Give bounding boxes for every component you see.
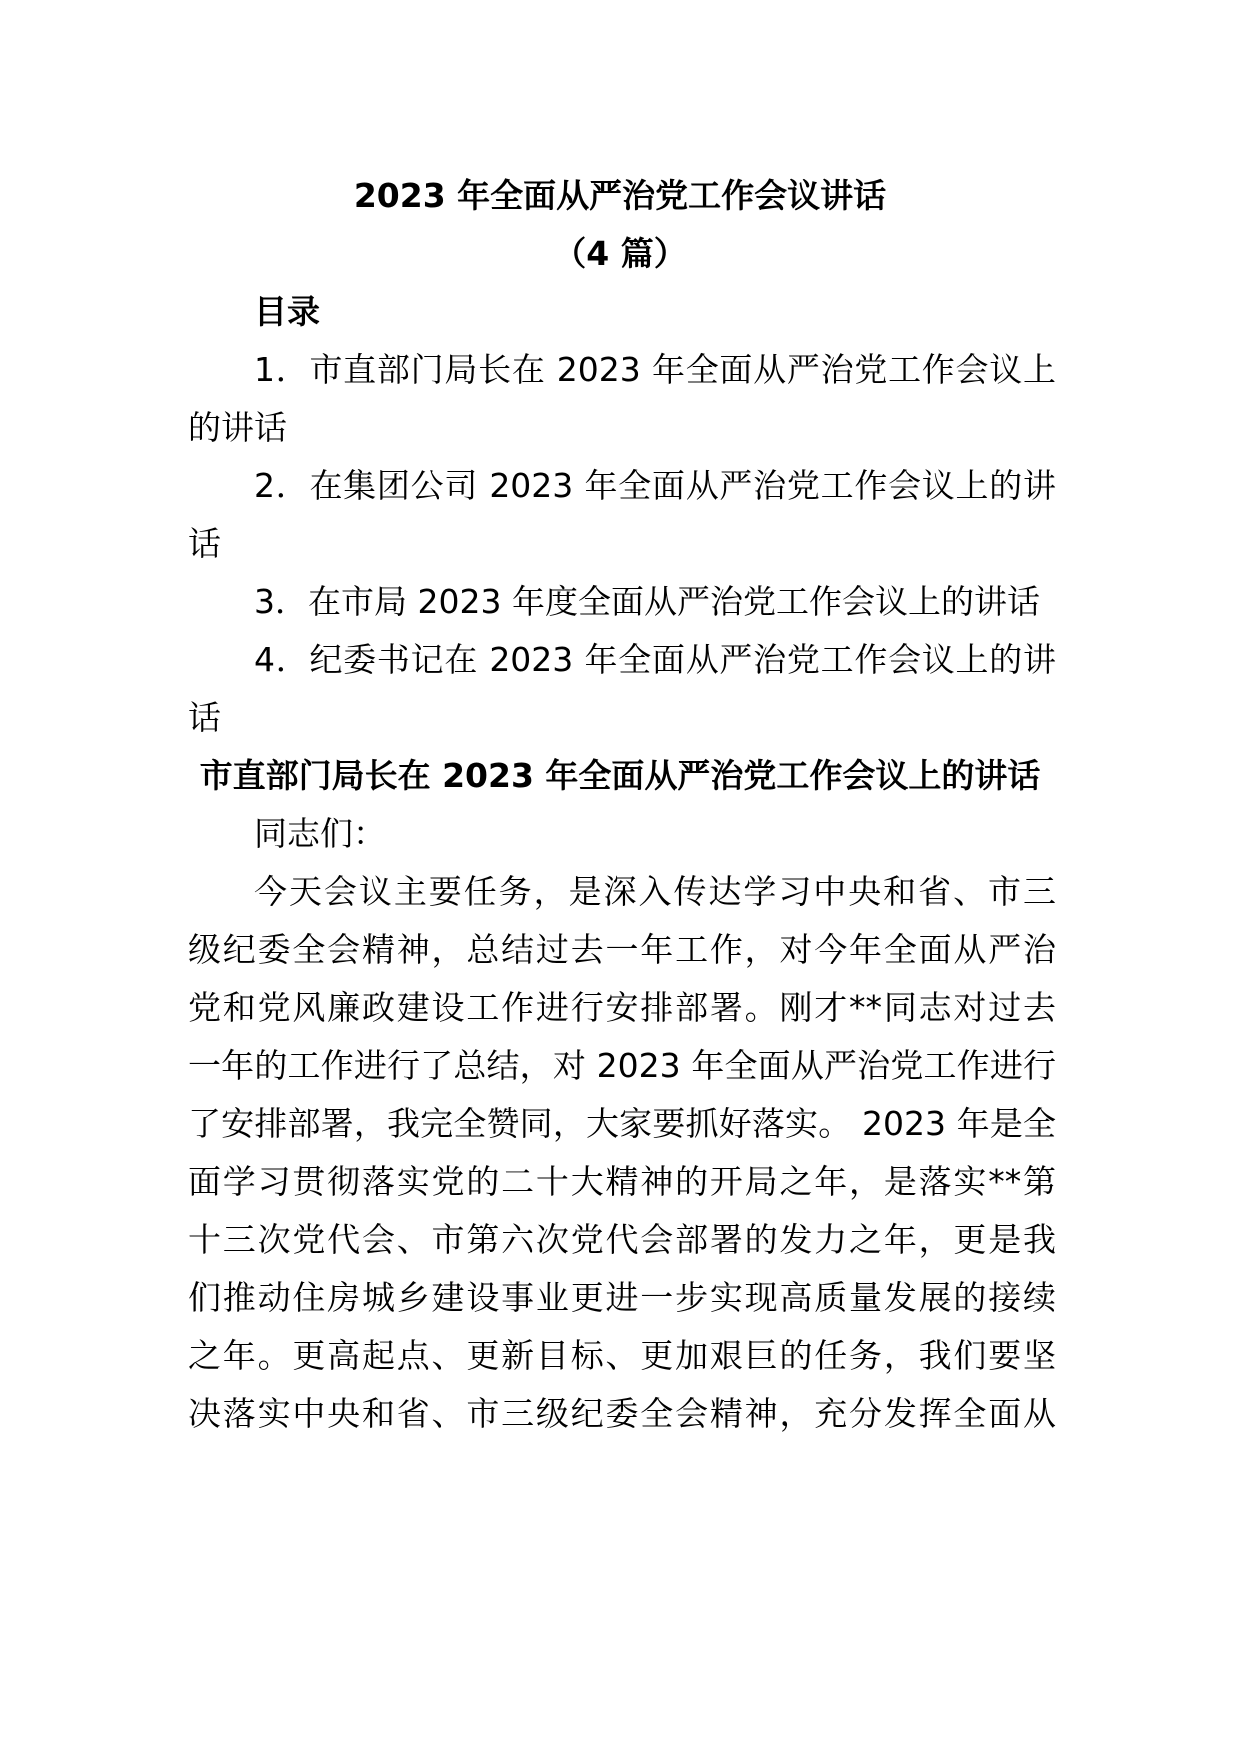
- body-line: 一年的工作进行了总结，对 2023 年全面从严治党工作进行: [188, 1046, 1056, 1085]
- toc-item: 4．纪委书记在 2023 年全面从严治党工作会议上的讲: [254, 640, 1056, 679]
- body-line: 们推动住房城乡建设事业更进一步实现高质量发展的接续: [188, 1278, 1056, 1317]
- toc-item: 3．在市局 2023 年度全面从严治党工作会议上的讲话: [254, 582, 1040, 621]
- body-line: 级纪委全会精神，总结过去一年工作，对今年全面从严治: [188, 930, 1056, 969]
- toc-item-continuation: 的讲话: [188, 408, 287, 447]
- salutation: 同志们：: [254, 814, 386, 853]
- document-subtitle: （4 篇）: [553, 234, 687, 273]
- body-line: 决落实中央和省、市三级纪委全会精神，充分发挥全面从: [188, 1394, 1056, 1433]
- toc-item-continuation: 话: [188, 524, 221, 563]
- body-line: 党和党风廉政建设工作进行安排部署。刚才**同志对过去: [188, 988, 1056, 1027]
- document-title: 2023 年全面从严治党工作会议讲话: [353, 176, 887, 215]
- body-line: 之年。更高起点、更新目标、更加艰巨的任务，我们要坚: [188, 1336, 1056, 1375]
- toc-item-continuation: 话: [188, 698, 221, 737]
- body-line: 十三次党代会、市第六次党代会部署的发力之年，更是我: [188, 1220, 1056, 1259]
- body-line: 了安排部署，我完全赞同，大家要抓好落实。 2023 年是全: [188, 1104, 1056, 1143]
- body-line: 今天会议主要任务，是深入传达学习中央和省、市三: [254, 872, 1056, 911]
- toc-item: 1．市直部门局长在 2023 年全面从严治党工作会议上: [254, 350, 1056, 389]
- section-title: 市直部门局长在 2023 年全面从严治党工作会议上的讲话: [199, 756, 1041, 795]
- toc-item: 2．在集团公司 2023 年全面从严治党工作会议上的讲: [254, 466, 1056, 505]
- toc-heading: 目录: [254, 292, 320, 331]
- body-line: 面学习贯彻落实党的二十大精神的开局之年，是落实**第: [188, 1162, 1056, 1201]
